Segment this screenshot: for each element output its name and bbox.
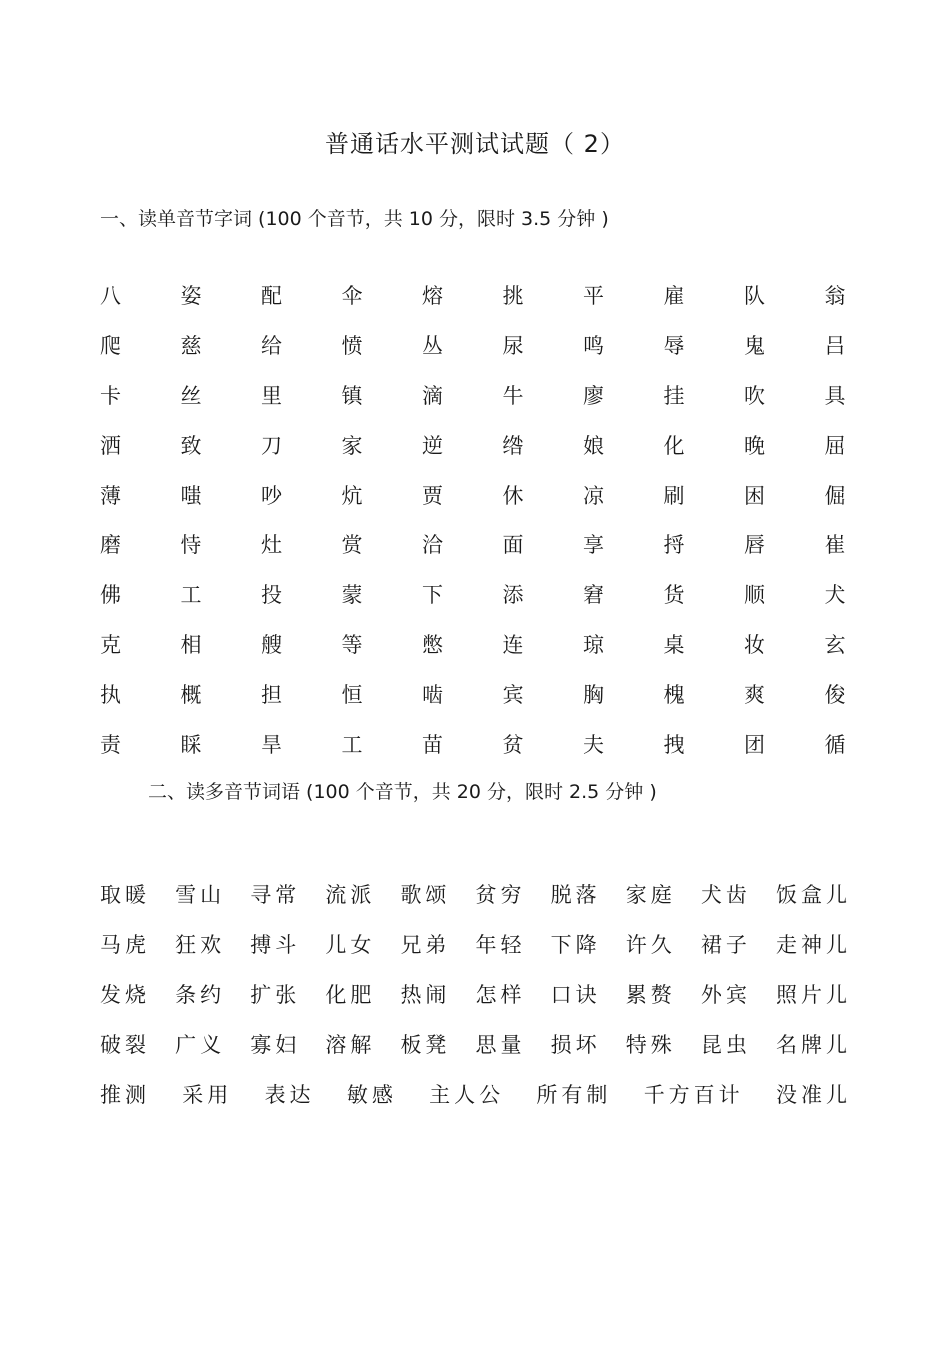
word-row — [100, 1021, 851, 1071]
word-item: 照片儿 — [775, 982, 851, 1007]
char-item: 窘 — [583, 583, 604, 608]
char-item: 捋 — [663, 533, 685, 558]
char-item: 嗤 — [180, 483, 202, 508]
char-item: 伞 — [341, 284, 363, 309]
word-row — [100, 870, 851, 920]
char-item: 刀 — [261, 433, 282, 458]
char-item: 洒 — [100, 433, 121, 458]
char-item: 宾 — [502, 682, 524, 707]
char-item: 顺 — [744, 583, 765, 608]
char-item: 具 — [824, 383, 846, 408]
char-item: 滴 — [422, 383, 443, 408]
char-item: 化 — [663, 433, 685, 458]
char-row — [100, 471, 860, 521]
char-item: 俊 — [824, 682, 846, 707]
char-item: 娘 — [583, 433, 604, 458]
word-item: 板凳 — [400, 1033, 451, 1058]
char-item: 桌 — [663, 632, 685, 657]
char-item: 绺 — [502, 433, 524, 458]
char-item: 贫 — [502, 732, 524, 757]
word-item: 犬齿 — [700, 882, 751, 907]
char-item: 货 — [663, 583, 685, 608]
char-row — [100, 372, 860, 422]
char-item: 尿 — [502, 334, 524, 359]
char-item: 吕 — [824, 334, 846, 359]
char-item: 概 — [180, 682, 202, 707]
word-item: 寻常 — [250, 882, 301, 907]
word-item: 寡妇 — [250, 1033, 301, 1058]
char-row — [100, 272, 860, 322]
char-item: 凉 — [583, 483, 604, 508]
word-item: 所有制 — [536, 1083, 612, 1108]
char-item: 休 — [502, 483, 524, 508]
char-item: 逆 — [422, 433, 443, 458]
section-1-title: 一、读单音节字词 (100 个音节，共 10 分，限时 3.5 分钟 ) — [100, 208, 609, 230]
char-item: 牛 — [502, 383, 524, 408]
char-row — [100, 571, 860, 621]
char-item: 添 — [502, 583, 524, 608]
char-item: 镇 — [341, 383, 363, 408]
word-item: 许久 — [625, 932, 676, 957]
char-row — [100, 521, 860, 571]
word-item: 脱落 — [550, 882, 601, 907]
char-item: 艘 — [261, 632, 282, 657]
char-item: 享 — [583, 533, 604, 558]
char-item: 工 — [341, 732, 363, 757]
word-item: 裙子 — [700, 932, 751, 957]
char-item: 灶 — [261, 533, 282, 558]
char-item: 磨 — [100, 533, 121, 558]
word-item: 流派 — [325, 882, 376, 907]
char-item: 工 — [180, 583, 202, 608]
word-item: 化肥 — [325, 982, 376, 1007]
char-row — [100, 322, 860, 372]
word-row — [100, 970, 851, 1020]
char-item: 倔 — [824, 483, 846, 508]
char-item: 晚 — [744, 433, 765, 458]
char-item: 吵 — [261, 483, 282, 508]
char-item: 平 — [583, 284, 604, 309]
char-item: 慈 — [180, 334, 202, 359]
word-item: 热闹 — [400, 982, 451, 1007]
word-item: 没准儿 — [775, 1083, 851, 1108]
word-item: 怎样 — [475, 982, 526, 1007]
word-row — [100, 920, 851, 970]
char-item: 困 — [744, 483, 765, 508]
char-row — [100, 421, 860, 471]
char-item: 廖 — [583, 383, 604, 408]
word-item: 表达 — [264, 1083, 315, 1108]
word-item: 下降 — [550, 932, 601, 957]
char-item: 鸣 — [583, 334, 604, 359]
char-item: 丝 — [180, 383, 202, 408]
word-item: 兄弟 — [400, 932, 451, 957]
word-item: 家庭 — [625, 882, 676, 907]
word-item: 走神儿 — [775, 932, 851, 957]
char-row — [100, 670, 860, 720]
char-item: 家 — [341, 433, 363, 458]
char-item: 胸 — [583, 682, 604, 707]
monosyllable-grid — [100, 272, 860, 770]
char-item: 责 — [100, 732, 121, 757]
char-item: 卡 — [100, 383, 121, 408]
char-item: 爽 — [744, 682, 765, 707]
char-item: 熔 — [422, 284, 443, 309]
char-item: 唇 — [744, 533, 765, 558]
char-item: 愤 — [341, 334, 363, 359]
word-item: 马虎 — [100, 932, 150, 957]
char-item: 鬼 — [744, 334, 765, 359]
word-item: 扩张 — [250, 982, 301, 1007]
char-item: 连 — [502, 632, 524, 657]
char-item: 屈 — [824, 433, 846, 458]
char-item: 啮 — [422, 682, 443, 707]
word-item: 歌颂 — [400, 882, 451, 907]
char-item: 赏 — [341, 533, 363, 558]
char-item: 投 — [261, 583, 282, 608]
char-item: 夫 — [583, 732, 604, 757]
char-item: 佛 — [100, 583, 121, 608]
char-item: 配 — [261, 284, 282, 309]
char-item: 姿 — [180, 284, 202, 309]
word-item: 累赘 — [625, 982, 676, 1007]
char-item: 克 — [100, 632, 121, 657]
char-item: 致 — [180, 433, 202, 458]
char-item: 面 — [502, 533, 524, 558]
char-item: 炕 — [341, 483, 363, 508]
multisyllable-grid — [100, 870, 860, 1121]
word-item: 外宾 — [700, 982, 751, 1007]
word-item: 儿女 — [325, 932, 376, 957]
char-item: 吹 — [744, 383, 765, 408]
char-item: 恒 — [341, 682, 363, 707]
char-item: 妆 — [744, 632, 765, 657]
char-item: 雇 — [663, 284, 685, 309]
char-item: 拽 — [663, 732, 685, 757]
char-item: 犬 — [824, 583, 846, 608]
char-item: 执 — [100, 682, 121, 707]
char-item: 薄 — [100, 483, 121, 508]
page-title: 普通话水平测试试题（ 2） — [325, 130, 625, 158]
char-item: 循 — [824, 732, 846, 757]
char-item: 丛 — [422, 334, 443, 359]
word-item: 主人公 — [429, 1083, 505, 1108]
word-item: 采用 — [182, 1083, 233, 1108]
char-item: 旱 — [261, 732, 282, 757]
char-item: 挑 — [502, 284, 524, 309]
char-item: 队 — [744, 284, 765, 309]
char-item: 八 — [100, 284, 121, 309]
char-item: 贾 — [422, 483, 443, 508]
char-item: 下 — [422, 583, 443, 608]
word-item: 条约 — [175, 982, 226, 1007]
char-item: 琼 — [583, 632, 604, 657]
word-row — [100, 1071, 851, 1121]
char-item: 洽 — [422, 533, 443, 558]
char-row — [100, 720, 860, 770]
word-item: 昆虫 — [700, 1033, 751, 1058]
word-item: 贫穷 — [475, 882, 526, 907]
char-item: 挂 — [663, 383, 685, 408]
word-item: 敏感 — [346, 1083, 397, 1108]
char-item: 刷 — [663, 483, 685, 508]
char-item: 憋 — [422, 632, 443, 657]
char-item: 玄 — [824, 632, 846, 657]
char-item: 恃 — [180, 533, 202, 558]
char-row — [100, 621, 860, 671]
char-item: 里 — [261, 383, 282, 408]
char-item: 团 — [744, 732, 765, 757]
word-item: 雪山 — [175, 882, 226, 907]
char-item: 爬 — [100, 334, 121, 359]
char-item: 苗 — [422, 732, 443, 757]
char-item: 相 — [180, 632, 202, 657]
word-item: 发烧 — [100, 982, 150, 1007]
char-item: 崔 — [824, 533, 846, 558]
word-item: 狂欢 — [175, 932, 226, 957]
word-item: 推测 — [100, 1083, 150, 1108]
char-item: 担 — [261, 682, 282, 707]
char-item: 翁 — [824, 284, 846, 309]
char-item: 蒙 — [341, 583, 363, 608]
word-item: 溶解 — [325, 1033, 376, 1058]
word-item: 年轻 — [475, 932, 526, 957]
char-item: 睬 — [180, 732, 202, 757]
word-item: 特殊 — [625, 1033, 676, 1058]
word-item: 口诀 — [550, 982, 601, 1007]
word-item: 破裂 — [100, 1033, 150, 1058]
word-item: 广义 — [175, 1033, 226, 1058]
word-item: 损坏 — [550, 1033, 601, 1058]
word-item: 思量 — [475, 1033, 526, 1058]
word-item: 名牌儿 — [775, 1033, 851, 1058]
word-item: 饭盒儿 — [775, 882, 851, 907]
char-item: 给 — [261, 334, 282, 359]
char-item: 辱 — [663, 334, 685, 359]
char-item: 槐 — [663, 682, 685, 707]
word-item: 搏斗 — [250, 932, 301, 957]
word-item: 取暖 — [100, 882, 150, 907]
section-2-title: 二、读多音节词语 (100 个音节，共 20 分，限时 2.5 分钟 ) — [148, 781, 657, 803]
char-item: 等 — [341, 632, 363, 657]
word-item: 千方百计 — [643, 1083, 744, 1108]
